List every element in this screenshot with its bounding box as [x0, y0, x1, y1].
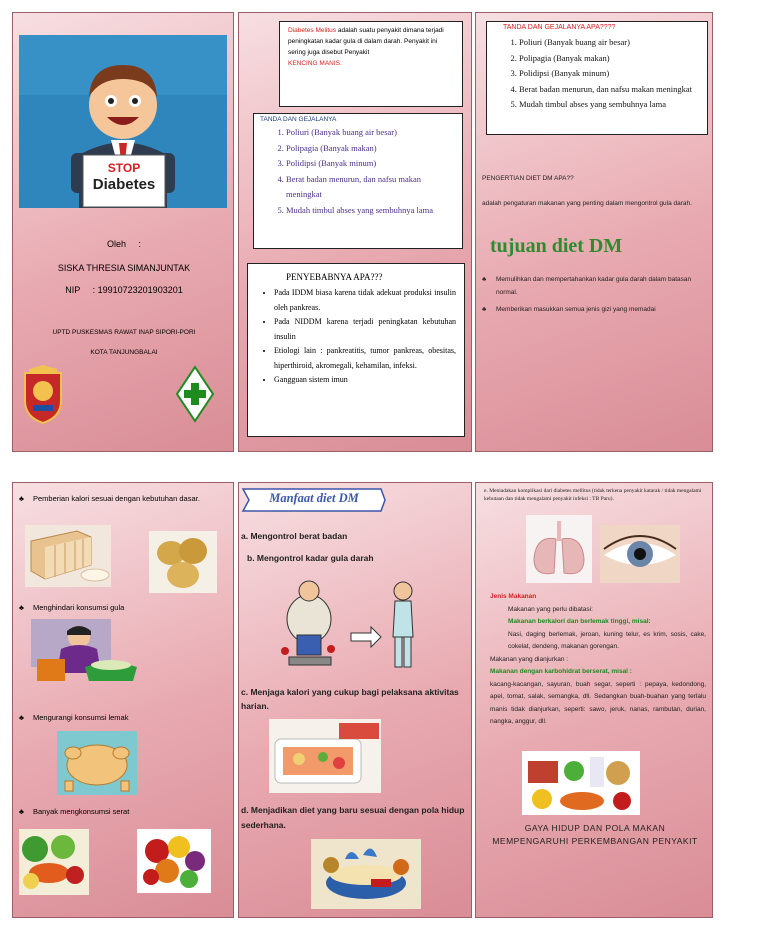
healthy-meal-photo [269, 719, 381, 798]
bullet-icon: ♣ [482, 276, 487, 283]
list-item: 3. Polidipsi (Banyak minum) [286, 156, 456, 172]
list-item: 4. Berat badan menurun, dan nafsu makan meningkat [519, 82, 701, 98]
healthy-foods-photo [522, 751, 640, 820]
signs-list-2 [493, 35, 701, 113]
panel-diet-rules [12, 482, 234, 918]
list-item: • Gangguan sistem imun [274, 373, 456, 388]
weight-loss-illustration [275, 575, 423, 680]
fiber-carb-list: kacang-kacangan, sayuran, buah segar, seperti : pepaya, kedondong, apel, tomat, salak, semangka, dll. Sedangkan buah-buahan yang terlalu manis tidak dianjurkan, seperti: sawo, jeruk, nanas, rambutan, durian, nangka, anggur, dll. [490, 680, 706, 725]
bullet-icon: ♣ [19, 713, 24, 722]
author-label: Oleh : [106, 239, 141, 249]
causes-box [247, 263, 465, 437]
lifestyle-message-line2: MEMPENGARUHI PERKEMBANGAN PENYAKIT [492, 836, 698, 846]
signs-title-2: TANDA DAN GEJALANYA APA???? [503, 24, 616, 31]
lifestyle-message-line1: GAYA HIDUP DAN POLA MAKAN [524, 823, 666, 833]
kencing-manis-term: KENCING MANIS. [288, 60, 342, 67]
recommended-label: Makanan yang dianjurkan : [490, 655, 569, 663]
vegetables-photo [19, 829, 89, 900]
roast-chicken-photo [57, 731, 137, 800]
list-item: 1. Poliuri (Banyak buang air besar) [519, 35, 701, 51]
signs-box [253, 113, 463, 249]
fruits-photo [137, 829, 211, 898]
diet-goal-list [482, 273, 706, 316]
rule-text: Mengurangi konsumsi lemak [33, 713, 129, 722]
list-item: 1. Poliuri (Banyak buang air besar) [286, 125, 456, 141]
org-name-line2: KOTA TANJUNGBALAI [90, 349, 158, 356]
rule-text: Pemberian kalori sesuai dengan kebutuhan dasar. [33, 494, 200, 503]
fiber-carb-title: Makanan dengan karbohidrat berserat, misal : [490, 668, 632, 675]
diet-meaning-text: adalah pengaturan makanan yang penting dalam mengontrol gula darah. [482, 200, 692, 207]
bread-photo [25, 525, 111, 592]
bullet-icon: ♣ [19, 807, 24, 816]
panel-cover [12, 12, 234, 452]
eye-photo [600, 525, 680, 588]
list-item-text: Memulihkan dan mempertahankan kadar gula darah dalam batasan normal. [496, 276, 692, 296]
benefits-title: Manfaat diet DM [269, 491, 359, 505]
list-item: • Pada IDDM biasa karena tidak adekuat produksi insulin oleh pankreas. [274, 286, 456, 315]
potatoes-photo [149, 531, 217, 598]
list-item: 3. Polidipsi (Banyak minum) [519, 66, 701, 82]
panel-diet-meaning [475, 12, 713, 452]
rule-item-fat [19, 713, 128, 722]
rule-item-fiber [19, 807, 129, 816]
list-item: 5. Mudah timbul abses yang sembuhnya lama [286, 203, 456, 219]
diet-meaning-title: PENGERTIAN DIET DM APA?? [482, 175, 574, 182]
signs-title: TANDA DAN GEJALANYA [260, 116, 337, 123]
high-calorie-list: Nasi, daging berlemak, jeroan, kuning telur, es krim, sosis, cake, cokelat, dendeng, makanan gorengan. [508, 630, 706, 650]
signs-list [260, 125, 456, 218]
food-types-section [490, 591, 706, 729]
list-item: • Pada NIDDM karena terjadi peningkatan kebutuhan insulin [274, 315, 456, 344]
diet-goal-title: tujuan diet DM [490, 235, 623, 257]
bullet-icon: ♣ [19, 494, 24, 503]
stop-diabetes-illustration [19, 35, 227, 208]
panel-food-types [475, 482, 713, 918]
dm-term: Diabetes Melitus [288, 27, 337, 34]
benefit-b: b. Mengontrol kadar gula darah [247, 553, 374, 563]
list-item: 2. Polipagia (Banyak makan) [286, 141, 456, 157]
list-item [482, 303, 706, 316]
rule-item-calorie [19, 491, 227, 506]
puskesmas-logo [175, 365, 215, 428]
restricted-label: Makanan yang perlu dibatasi: [508, 605, 593, 613]
list-item-text: Memberikan masukkan semua jenis gizi yang memadai [496, 306, 656, 313]
rule-text: Menghindari konsumsi gula [33, 603, 125, 612]
food-bowl-illustration [311, 839, 421, 914]
sign-diabetes-text: Diabetes [92, 176, 156, 193]
rule-item-sugar [19, 603, 124, 612]
causes-list [256, 286, 456, 388]
eating-illustration [27, 619, 147, 694]
benefit-d: d. Menjadikan diet yang baru sesuai dengan pola hidup sederhana. [241, 805, 465, 830]
definition-box [279, 21, 463, 107]
list-item: 5. Mudah timbul abses yang sembuhnya lama [519, 97, 701, 113]
benefit-a: a. Mengontrol berat badan [241, 531, 348, 541]
high-calorie-title: Makanan berkalori dan berlemak tinggi, misal: [508, 618, 651, 625]
author-nip: NIP : 19910723201903201 [65, 285, 183, 295]
bullet-icon: ♣ [19, 603, 24, 612]
bullet-icon: ♣ [482, 306, 487, 313]
benefits-title-banner [241, 487, 387, 513]
benefit-c: c. Menjaga kalori yang cukup bagi pelaksana aktivitas harian. [241, 687, 459, 711]
city-emblem-logo [21, 365, 65, 430]
signs-box-2 [486, 21, 708, 135]
panel-benefits [238, 482, 472, 918]
list-item: 4. Berat badan menurun, dan nafsu makan meningkat [286, 172, 456, 203]
list-item: 2. Polipagia (Banyak makan) [519, 51, 701, 67]
benefit-e: e. Meniadakan komplikasi dari diabetes mellitus (tidak terkena penyakit katarak / tidak mengalami kebutaan dan tidak mengalami penyakit infeksi : TB Paru). [484, 488, 702, 502]
panel-definition [238, 12, 472, 452]
org-name-line1: UPTD PUSKESMAS RAWAT INAP SIPORI-PORI [52, 329, 196, 336]
food-types-title: Jenis Makanan [490, 593, 537, 600]
sign-stop-text: STOP [107, 161, 141, 175]
author-name: SISKA THRESIA SIMANJUNTAK [57, 263, 191, 273]
list-item [482, 273, 706, 299]
causes-title: PENYEBABNYA APA??? [286, 272, 383, 282]
list-item: • Etiologi lain : pankreatitis, tumor pankreas, obesitas, hiperthiroid, akromegali, kehamilan, infeksi. [274, 344, 456, 373]
definition-text: adalah suatu penyakit dimana terjadi peningkatan kadar gula di dalam darah. Penyakit ini sering juga disebut Penyakit [288, 27, 444, 56]
rule-text: Banyak mengkonsumsi serat [33, 807, 130, 816]
lungs-photo [526, 515, 592, 588]
